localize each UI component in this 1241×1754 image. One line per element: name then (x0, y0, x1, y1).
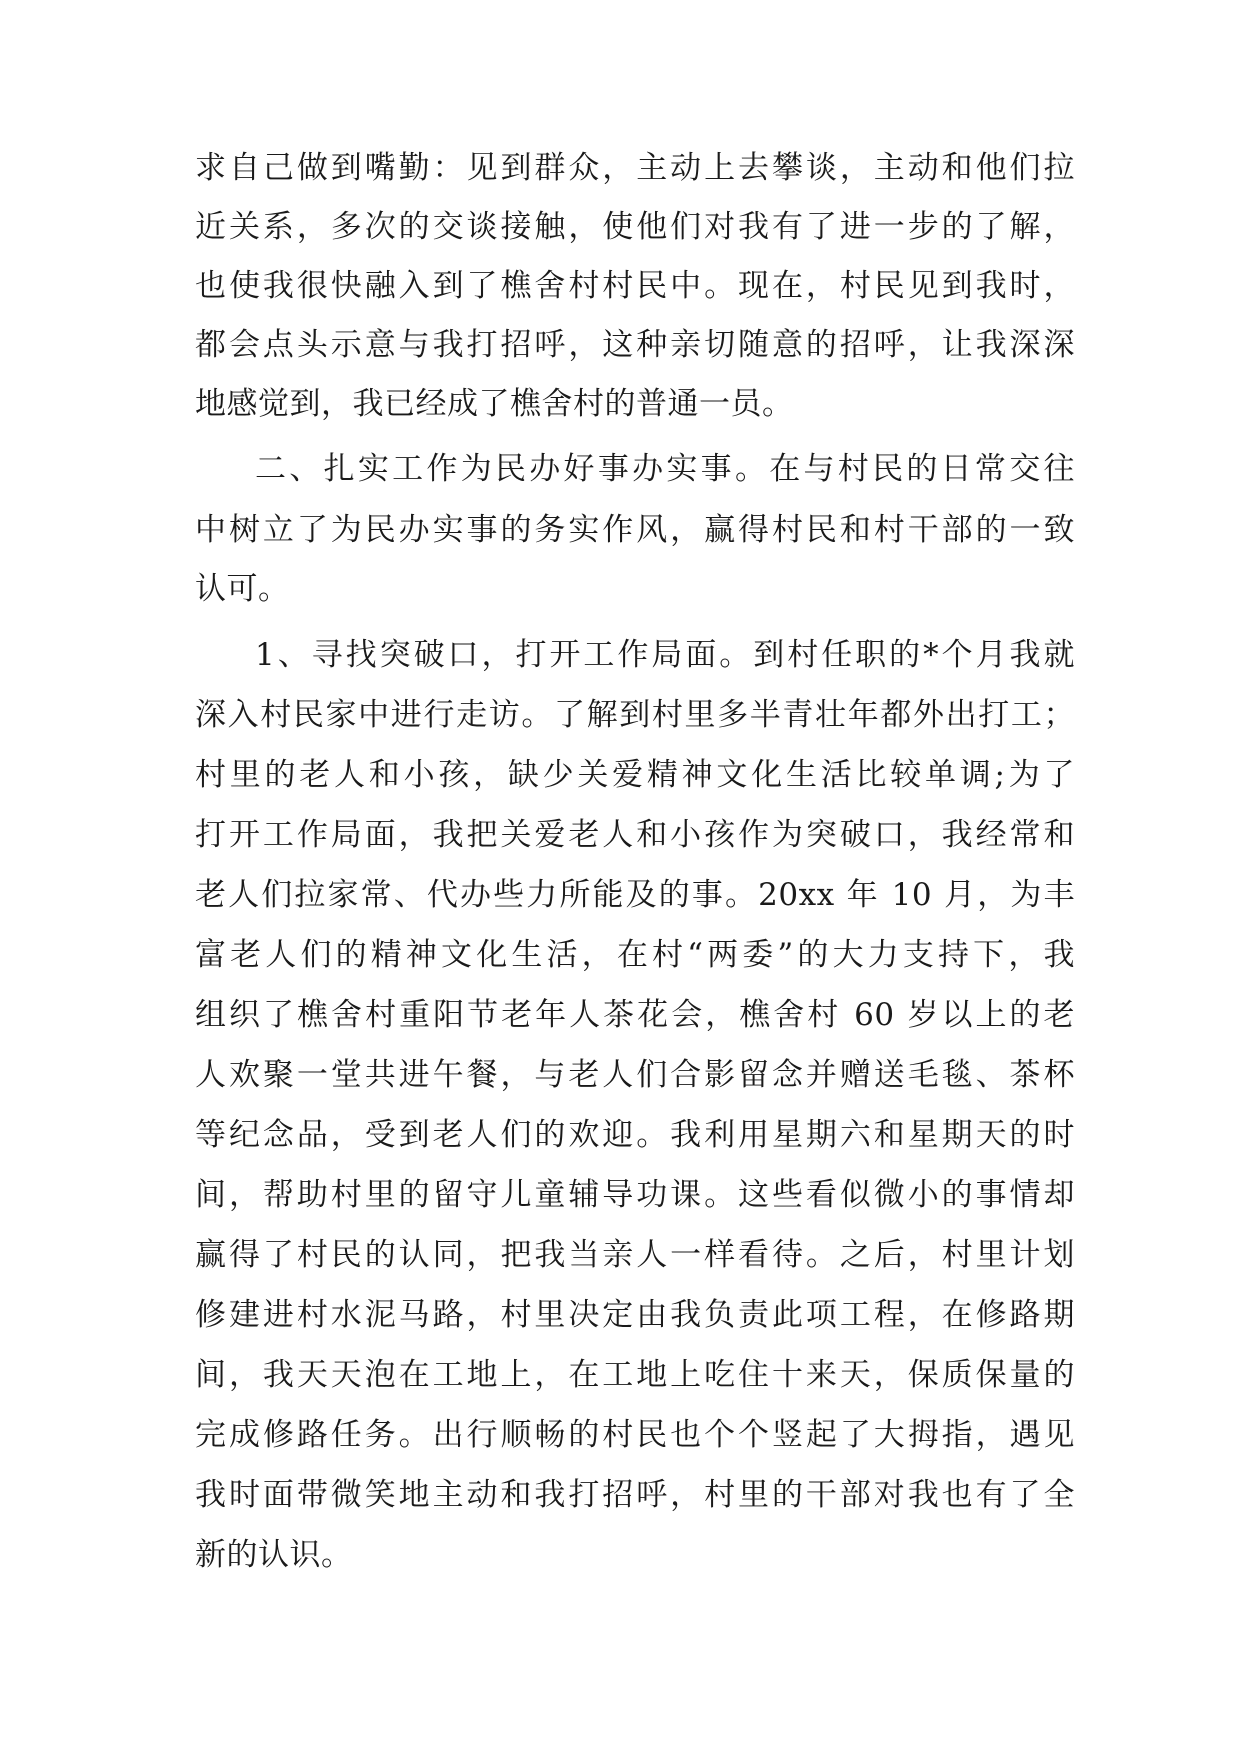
text-line: 求自己做到嘴勤：见到群众，主动上去攀谈，主动和他们拉 (195, 150, 1075, 186)
text-line: 都会点头示意与我打招呼，这种亲切随意的招呼，让我深深 (195, 327, 1075, 363)
text-line: 我时面带微笑地主动和我打招呼，村里的干部对我也有了全 (195, 1477, 1075, 1513)
paragraph-first-line: 1、寻找突破口，打开工作局面。到村任职的*个月我就 (255, 637, 1075, 673)
text-line: 间，我天天泡在工地上，在工地上吃住十来天，保质保量的 (195, 1357, 1075, 1393)
text-line: 老人们拉家常、代办些力所能及的事。20xx 年 10 月，为丰 (195, 877, 1075, 913)
text-line: 间，帮助村里的留守儿童辅导功课。这些看似微小的事情却 (195, 1177, 1075, 1213)
text-line: 村里的老人和小孩，缺少关爱精神文化生活比较单调;为了 (195, 757, 1075, 793)
text-line: 修建进村水泥马路，村里决定由我负责此项工程，在修路期 (195, 1297, 1075, 1333)
text-line: 近关系，多次的交谈接触，使他们对我有了进一步的了解， (195, 209, 1075, 245)
text-line: 赢得了村民的认同，把我当亲人一样看待。之后，村里计划 (195, 1237, 1075, 1273)
text-line: 也使我很快融入到了樵舍村村民中。现在，村民见到我时， (195, 268, 1075, 304)
text-line: 深入村民家中进行走访。了解到村里多半青壮年都外出打工； (195, 697, 1075, 733)
text-line: 完成修路任务。出行顺畅的村民也个个竖起了大拇指，遇见 (195, 1417, 1075, 1453)
paragraph-first-line: 二、扎实工作为民办好事办实事。在与村民的日常交往 (255, 451, 1075, 487)
text-line: 组织了樵舍村重阳节老年人茶花会，樵舍村 60 岁以上的老 (195, 997, 1075, 1033)
text-line: 等纪念品，受到老人们的欢迎。我利用星期六和星期天的时 (195, 1117, 1075, 1153)
text-line: 人欢聚一堂共进午餐，与老人们合影留念并赠送毛毯、茶杯 (195, 1057, 1075, 1093)
text-line: 富老人们的精神文化生活，在村“两委”的大力支持下，我 (195, 937, 1075, 973)
text-line: 打开工作局面，我把关爱老人和小孩作为突破口，我经常和 (195, 817, 1075, 853)
text-line: 地感觉到，我已经成了樵舍村的普通一员。 (195, 386, 794, 422)
text-line: 认可。 (195, 571, 290, 607)
text-line: 中树立了为民办实事的务实作风，赢得村民和村干部的一致 (195, 512, 1075, 548)
text-line: 新的认识。 (195, 1537, 353, 1573)
